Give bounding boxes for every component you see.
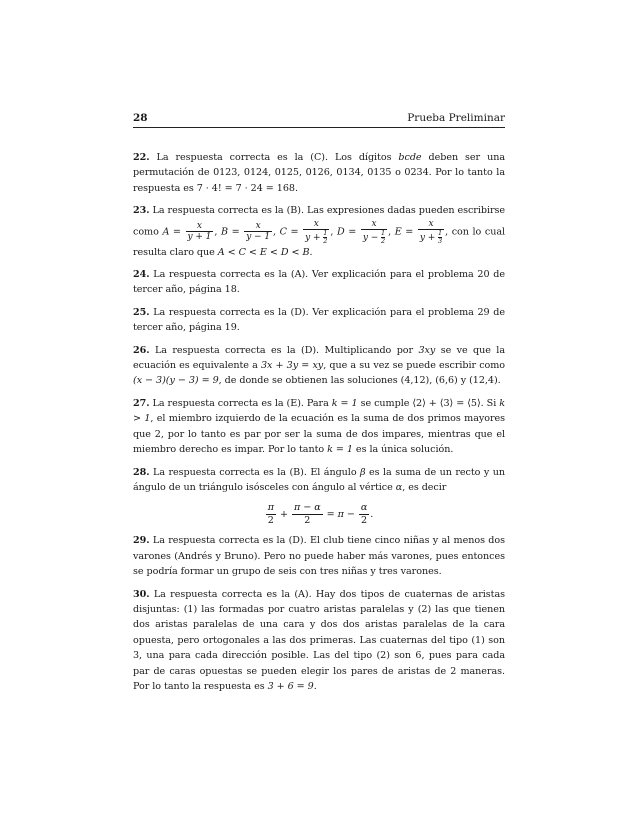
fraction-alpha-over-2: $\frac{\alpha}{2}$ [360, 502, 368, 527]
solution-number: 28. [133, 466, 150, 478]
running-title: Prueba Preliminar [407, 112, 505, 124]
page-number: 28 [133, 112, 148, 124]
solution-number: 29. [133, 535, 150, 547]
solution-24: 24. La respuesta correcta es la (A). Ver explicación para el problema 20 de tercer año, página 18. [133, 269, 505, 296]
solution-number: 22. [133, 152, 150, 163]
fraction-C: x y + $\frac{1}{2}$ [305, 218, 328, 245]
page-header [133, 112, 505, 128]
solution-number: 25. [133, 306, 150, 318]
solution-25: 25. La respuesta correcta es la (D). Ver explicación para el problema 29 de tercer año, página 19. [133, 306, 505, 334]
solution-number: 30. [133, 588, 150, 600]
fraction-pi-minus-alpha: $\frac{\pi - \alpha}{2}$ [293, 502, 321, 527]
fraction-D: x y − $\frac{1}{2}$ [362, 218, 386, 245]
solution-26: 26. La respuesta correcta es la (D). Multiplicando por 3xy se ve que la ecuación es equivalente a 3x + 3y = xy, que a su vez se puede escribir como (x − 3)(y − 3) = 9, de donde se obtienen las soluciones (4,12), (6,6) y (12,4). [133, 344, 506, 387]
solution-number: 24. [133, 269, 150, 281]
solutions-text [133, 150, 505, 694]
solution-number: 27. [133, 397, 150, 409]
page [133, 112, 505, 701]
solution-28: 28. La respuesta correcta es la (B). El ángulo β es la suma de un recto y un ángulo de un triángulo isósceles con ángulo al vértice α, es decir [133, 466, 506, 493]
fraction-pi-over-2: $\frac{\pi}{2}$ [267, 502, 274, 527]
display-equation: $\frac{\pi}{2}$ + $\frac{\pi - \alpha}{2}$ = π − $\frac{\alpha}{2}$ . [267, 502, 374, 527]
solution-23: 23. La respuesta correcta es la (B). Las expresiones dadas pueden escribirse como A = $\frac{x}{y + 1}$ , B = $\frac{x}{y - 1}$ , C = x y + $\frac{1}{2}$ , D = x y − $\frac{1}{2}$ , E = x y + $\frac{1}{3}$ , con lo cual resulta claro que A < C < E < D < B. [133, 205, 506, 258]
fraction-E: x y + $\frac{1}{3}$ [419, 218, 443, 245]
solution-29: 29. La respuesta correcta es la (D). El club tiene cinco niñas y al menos dos varones (Andrés y Bruno). Pero no puede haber más varones, pues entonces se podría formar un grupo de seis con tres niñas y tres varones. [133, 535, 505, 578]
fraction-B: $\frac{x}{y - 1}$ [246, 221, 271, 243]
solution-number: 26. [133, 344, 150, 356]
solution-27: 27. La respuesta correcta es la (E). Para k = 1 se cumple ⟨2⟩ + ⟨3⟩ = ⟨5⟩. Si k > 1, el miembro izquierdo de la ecuación es la suma de dos primos mayores que 2, por lo tanto es par por ser la suma de dos impares, mientras que el miembro derecho es impar. Por lo tanto k = 1 es la única solución. [133, 397, 505, 456]
solution-22: 22. La respuesta correcta es la (C). Los dígitos bcde deben ser una permutación de 0123, 0124, 0125, 0126, 0134, 0135 o 0234. Por lo tanto la respuesta es 7 · 4! = 7 · 24 = 168. [133, 152, 505, 194]
solution-30: 30. La respuesta correcta es la (A). Hay dos tipos de cuaternas de aristas disjuntas: (1) las formadas por cuatro aristas paralelas y (2) las que tienen dos aristas paralelas de una cara y dos dos aristas paralelas de la cara opuesta, pero ortogonales a las dos primeras. Las cuaternas del tipo (1) son 3, una para cada dirección posible. Las del tipo (2) son 6, pues para cada par de caras opuestas se pueden elegir los pares de aristas de 2 maneras. Por lo tanto la respuesta es 3 + 6 = 9. [133, 588, 505, 692]
fraction-A: $\frac{x}{y + 1}$ [187, 221, 212, 243]
solution-number: 23. [133, 205, 150, 217]
